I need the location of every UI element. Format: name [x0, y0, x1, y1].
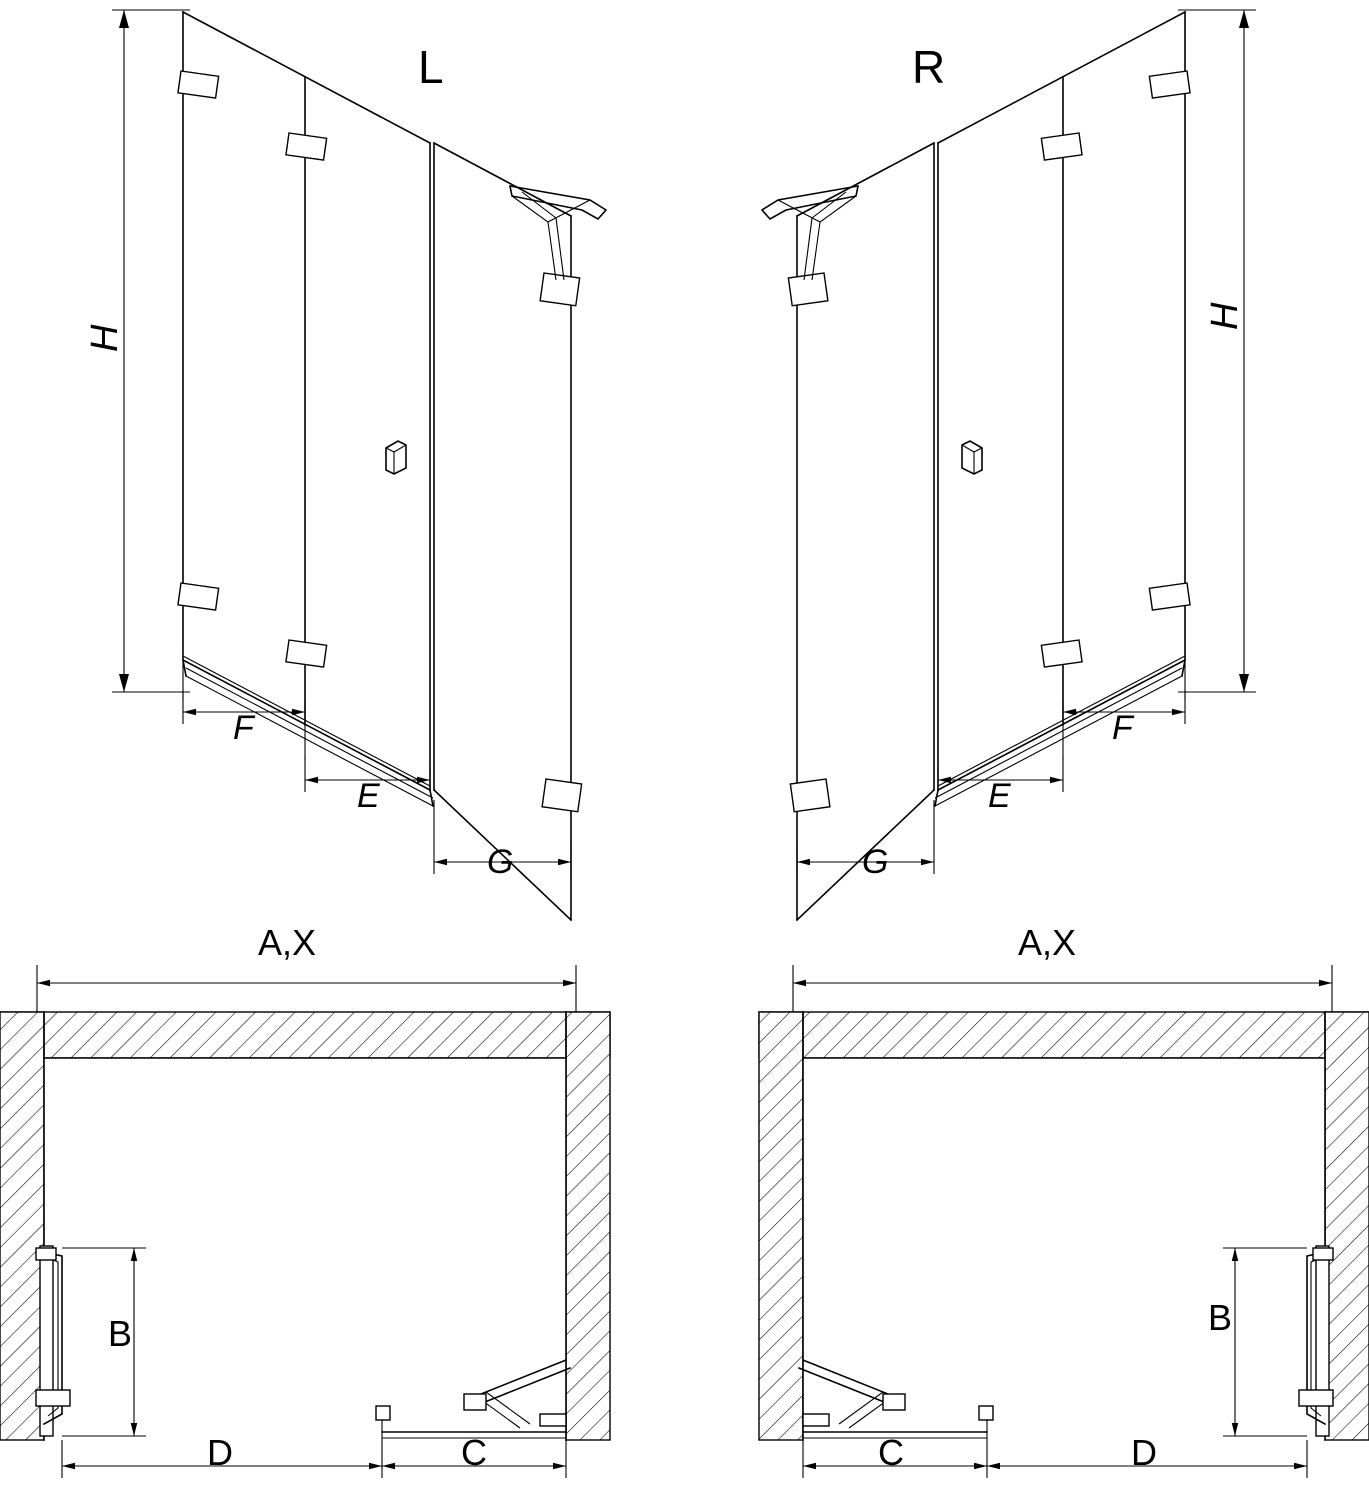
height-dimension-left — [112, 10, 190, 692]
segment-label-plan-right-d: D — [1131, 1432, 1157, 1473]
wall-side-right-left-plan — [566, 1012, 610, 1440]
iso-view-right — [762, 10, 1256, 920]
depth-label-plan-left: B — [108, 1313, 133, 1354]
wall-top-left-plan — [0, 1012, 610, 1058]
wall-side-left-plan — [0, 1012, 44, 1440]
panel-dimensions-left — [183, 690, 571, 874]
segment-label-plan-left-c: C — [461, 1432, 487, 1473]
plan-view-right — [759, 965, 1369, 1478]
stabilizer-bar-left — [510, 186, 606, 280]
wall-top-right-plan — [759, 1012, 1369, 1058]
door-handle-left — [386, 441, 406, 474]
door-handle-right — [962, 441, 982, 474]
panel-label-left-g: G — [487, 843, 514, 881]
iso-view-left — [112, 10, 606, 920]
variant-label-right: R — [912, 41, 946, 93]
plan-view-left — [0, 965, 610, 1478]
hinge-brackets-left — [178, 71, 582, 815]
panel-label-right-g: G — [862, 843, 889, 881]
height-label-left: H — [84, 324, 126, 352]
panel-label-right-f: F — [1112, 709, 1133, 747]
wall-side-right-right-plan — [1325, 1012, 1369, 1440]
height-dimension-right — [1178, 10, 1256, 692]
width-label-plan-right: A,X — [1018, 922, 1077, 963]
enclosure-left-glass — [183, 12, 571, 920]
panel-label-left-e: E — [357, 777, 380, 815]
panel-label-right-e: E — [988, 777, 1011, 815]
stabilizer-bar-right — [762, 186, 858, 280]
panel-label-left-f: F — [233, 709, 254, 747]
variant-label-left: L — [418, 41, 444, 93]
hinge-brackets-right — [788, 71, 1190, 815]
height-label-right: H — [1204, 302, 1246, 330]
panel-dimensions-right — [797, 690, 1185, 874]
depth-label-plan-right: B — [1208, 1297, 1233, 1338]
wall-side-left-right-plan — [759, 1012, 803, 1440]
width-label-plan-left: A,X — [258, 922, 317, 963]
segment-label-plan-right-c: C — [878, 1432, 904, 1473]
segment-label-plan-left-d: D — [207, 1432, 233, 1473]
enclosure-right-glass — [797, 12, 1185, 920]
